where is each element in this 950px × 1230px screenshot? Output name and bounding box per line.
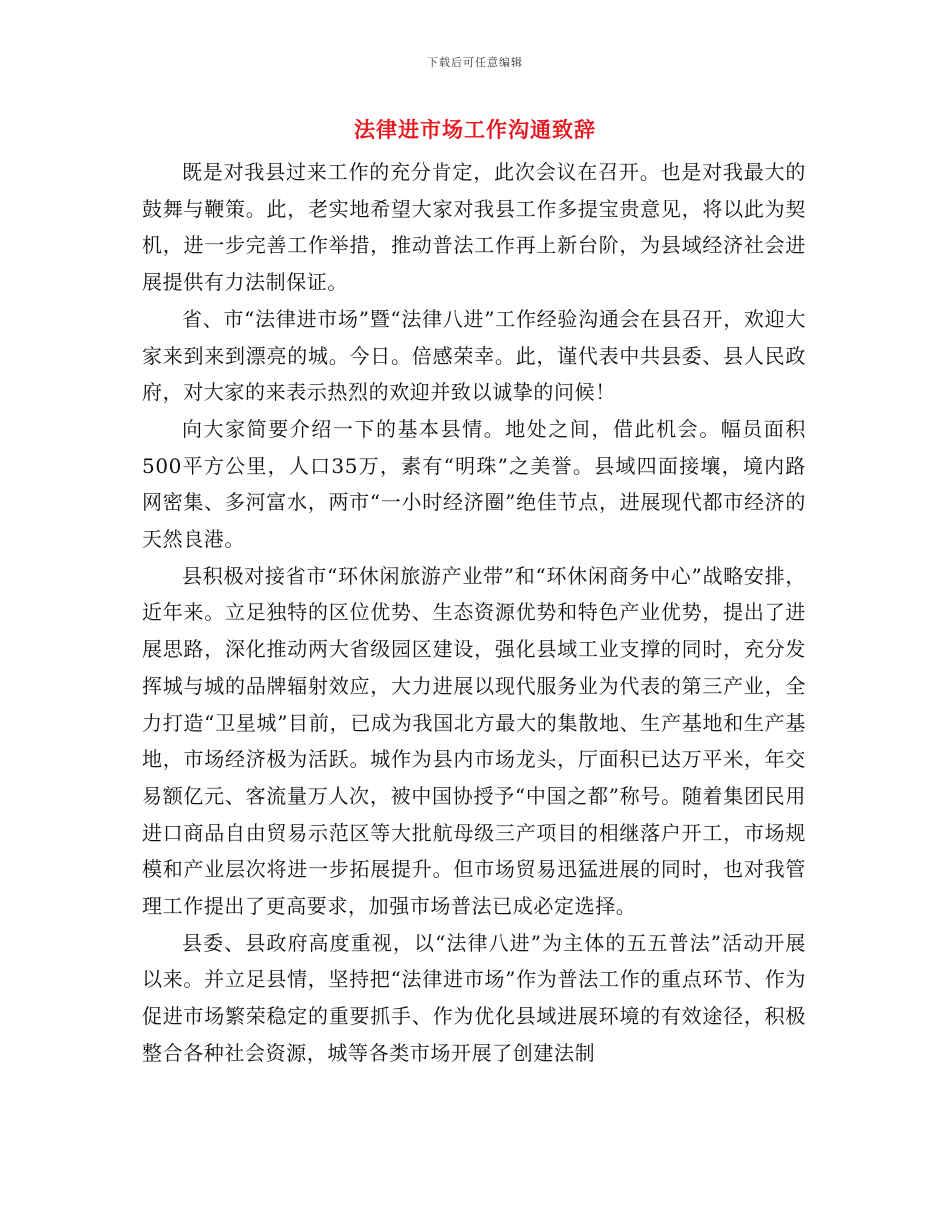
body-paragraph: 向大家简要介绍一下的基本县情。地处之间，借此机会。幅员面积500平方公里，人口35万，素有“明珠”之美誉。县域四面接壤，境内路网密集、多河富水，两市“一小时经济圈”绝佳节点，进展现代都市经济的天然良港。 — [142, 416, 806, 552]
document-body — [142, 154, 806, 1072]
body-paragraph: 省、市“法律进市场”暨“法律八进”工作经验沟通会在县召开，欢迎大家来到来到漂亮的城。今日。倍感荣幸。此，谨代表中共县委、县人民政府，对大家的来表示热烈的欢迎并致以诚挚的问候！ — [142, 306, 806, 405]
header-note: 下载后可任意编辑 — [427, 56, 523, 69]
body-paragraph: 既是对我县过来工作的充分肯定，此次会议在召开。也是对我最大的鼓舞与鞭策。此，老实地希望大家对我县工作多提宝贵意见，将以此为契机，进一步完善工作举措，推动普法工作再上新台阶，为县域经济社会进展提供有力法制保证。 — [142, 160, 806, 295]
body-paragraph: 县委、县政府高度重视，以“法律八进”为主体的五五普法”活动开展以来。并立足县情，坚持把“法律进市场”作为普法工作的重点环节、作为促进市场繁荣稳定的重要抓手、作为优化县域进展环境的有效途径，积极整合各种社会资源，城等各类市场开展了创建法制 — [142, 930, 806, 1065]
document-title: 法律进市场工作沟通致辞 — [354, 117, 596, 142]
body-paragraph: 县积极对接省市“环休闲旅游产业带”和“环休闲商务中心”战略安排，近年来。立足独特的区位优势、生态资源优势和特色产业优势，提出了进展思路，深化推动两大省级园区建设，强化县域工业支撑的同时，充分发挥城与城的品牌辐射效应，大力进展以现代服务业为代表的第三产业，全力打造“卫星城”目前，已成为我国北方最大的集散地、生产基地和生产基地，市场经济极为活跃。城作为县内市场龙头，厅面积已达万平米，年交易额亿元、客流量万人次，被中国协授予“中国之都”称号。随着集团民用进口商品自由贸易示范区等大批航母级三产项目的相继落户开工，市场规模和产业层次将进一步拓展提升。但市场贸易迅猛进展的同时，也对我管理工作提出了更高要求，加强市场普法已成必定选择。 — [142, 563, 806, 919]
